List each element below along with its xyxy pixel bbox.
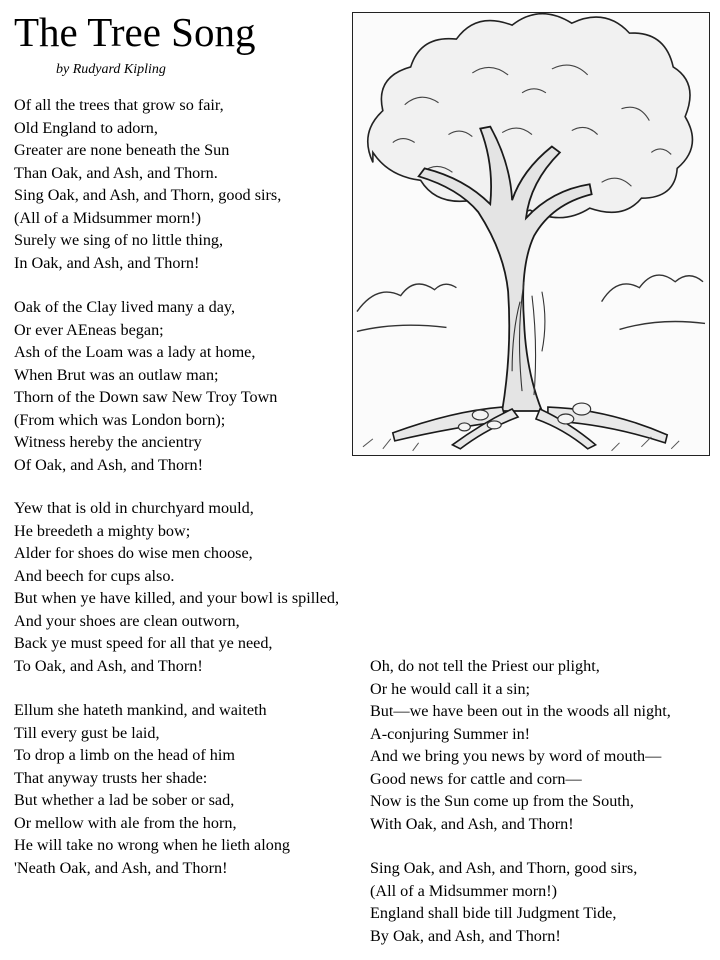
poem-line: Or ever AEneas began; <box>14 320 164 339</box>
stanza-5 <box>370 655 671 835</box>
stanza-2 <box>14 296 277 476</box>
poem-line: Yew that is old in churchyard mould, <box>14 499 254 517</box>
poem-title: The Tree Song <box>14 9 256 55</box>
poem-line: And your shoes are clean outworn, <box>14 611 240 630</box>
oak-tree-illustration <box>352 12 710 456</box>
poem-line: To drop a limb on the head of him <box>14 746 235 764</box>
poem-line: To Oak, and Ash, and Thorn! <box>14 656 203 675</box>
poem-line: He breedeth a mighty bow; <box>14 521 191 540</box>
oak-tree-icon <box>353 13 709 455</box>
poem-line: Ash of the Loam was a lady at home, <box>14 343 256 361</box>
poem-line: Greater are none beneath the Sun <box>14 141 230 159</box>
poem-line: (All of a Midsummer morn!) <box>14 208 202 227</box>
poem-line: Till every gust be laid, <box>14 723 160 742</box>
poem-line: (All of a Midsummer morn!) <box>370 881 558 900</box>
poem-line: That anyway trusts her shade: <box>14 768 208 787</box>
poem-line: Or he would call it a sin; <box>370 679 531 698</box>
poem-line: By Oak, and Ash, and Thorn! <box>370 926 561 945</box>
poem-line: England shall bide till Judgment Tide, <box>370 904 617 922</box>
poem-byline: by Rudyard Kipling <box>56 62 166 77</box>
poem-line: Sing Oak, and Ash, and Thorn, good sirs, <box>14 186 282 204</box>
poem-line: 'Neath Oak, and Ash, and Thorn! <box>14 858 228 877</box>
poem-line: A-conjuring Summer in! <box>370 724 531 743</box>
poem-line: Or mellow with ale from the horn, <box>14 813 237 832</box>
stanza-3 <box>14 497 339 677</box>
poem-line: Witness hereby the ancientry <box>14 433 202 451</box>
poem-line: But—we have been out in the woods all night, <box>370 702 671 720</box>
poem-line: He will take no wrong when he lieth along <box>14 836 291 854</box>
poem-line: And we bring you news by word of mouth— <box>370 747 662 765</box>
stanza-6 <box>370 857 637 947</box>
poem-line: Of all the trees that grow so fair, <box>14 96 224 114</box>
poem-line: Surely we sing of no little thing, <box>14 231 224 249</box>
poem-line: Oh, do not tell the Priest our plight, <box>370 657 600 675</box>
poem-line: Than Oak, and Ash, and Thorn. <box>14 163 218 182</box>
poem-line: (From which was London born); <box>14 410 226 429</box>
poem-line: Old England to adorn, <box>14 118 158 137</box>
poem-line: When Brut was an outlaw man; <box>14 365 219 384</box>
poem-line: Ellum she hateth mankind, and waiteth <box>14 701 267 719</box>
poem-line: Alder for shoes do wise men choose, <box>14 544 253 562</box>
poem-line: Sing Oak, and Ash, and Thorn, good sirs, <box>370 859 638 877</box>
poem-line: Back ye must speed for all that ye need, <box>14 634 273 652</box>
stanza-1 <box>14 94 281 274</box>
poem-line: But whether a lad be sober or sad, <box>14 791 235 809</box>
poem-line: Of Oak, and Ash, and Thorn! <box>14 455 203 474</box>
poem-line: Thorn of the Down saw New Troy Town <box>14 388 278 406</box>
poem-line: Oak of the Clay lived many a day, <box>14 298 236 316</box>
poem-line: But when ye have killed, and your bowl is spilled, <box>14 589 340 607</box>
poem-line: Now is the Sun come up from the South, <box>370 792 634 810</box>
stanza-4 <box>14 699 290 879</box>
poem-line: Good news for cattle and corn— <box>370 769 582 788</box>
poem-line: With Oak, and Ash, and Thorn! <box>370 814 574 833</box>
poem-line: In Oak, and Ash, and Thorn! <box>14 253 200 272</box>
poem-line: And beech for cups also. <box>14 566 175 585</box>
